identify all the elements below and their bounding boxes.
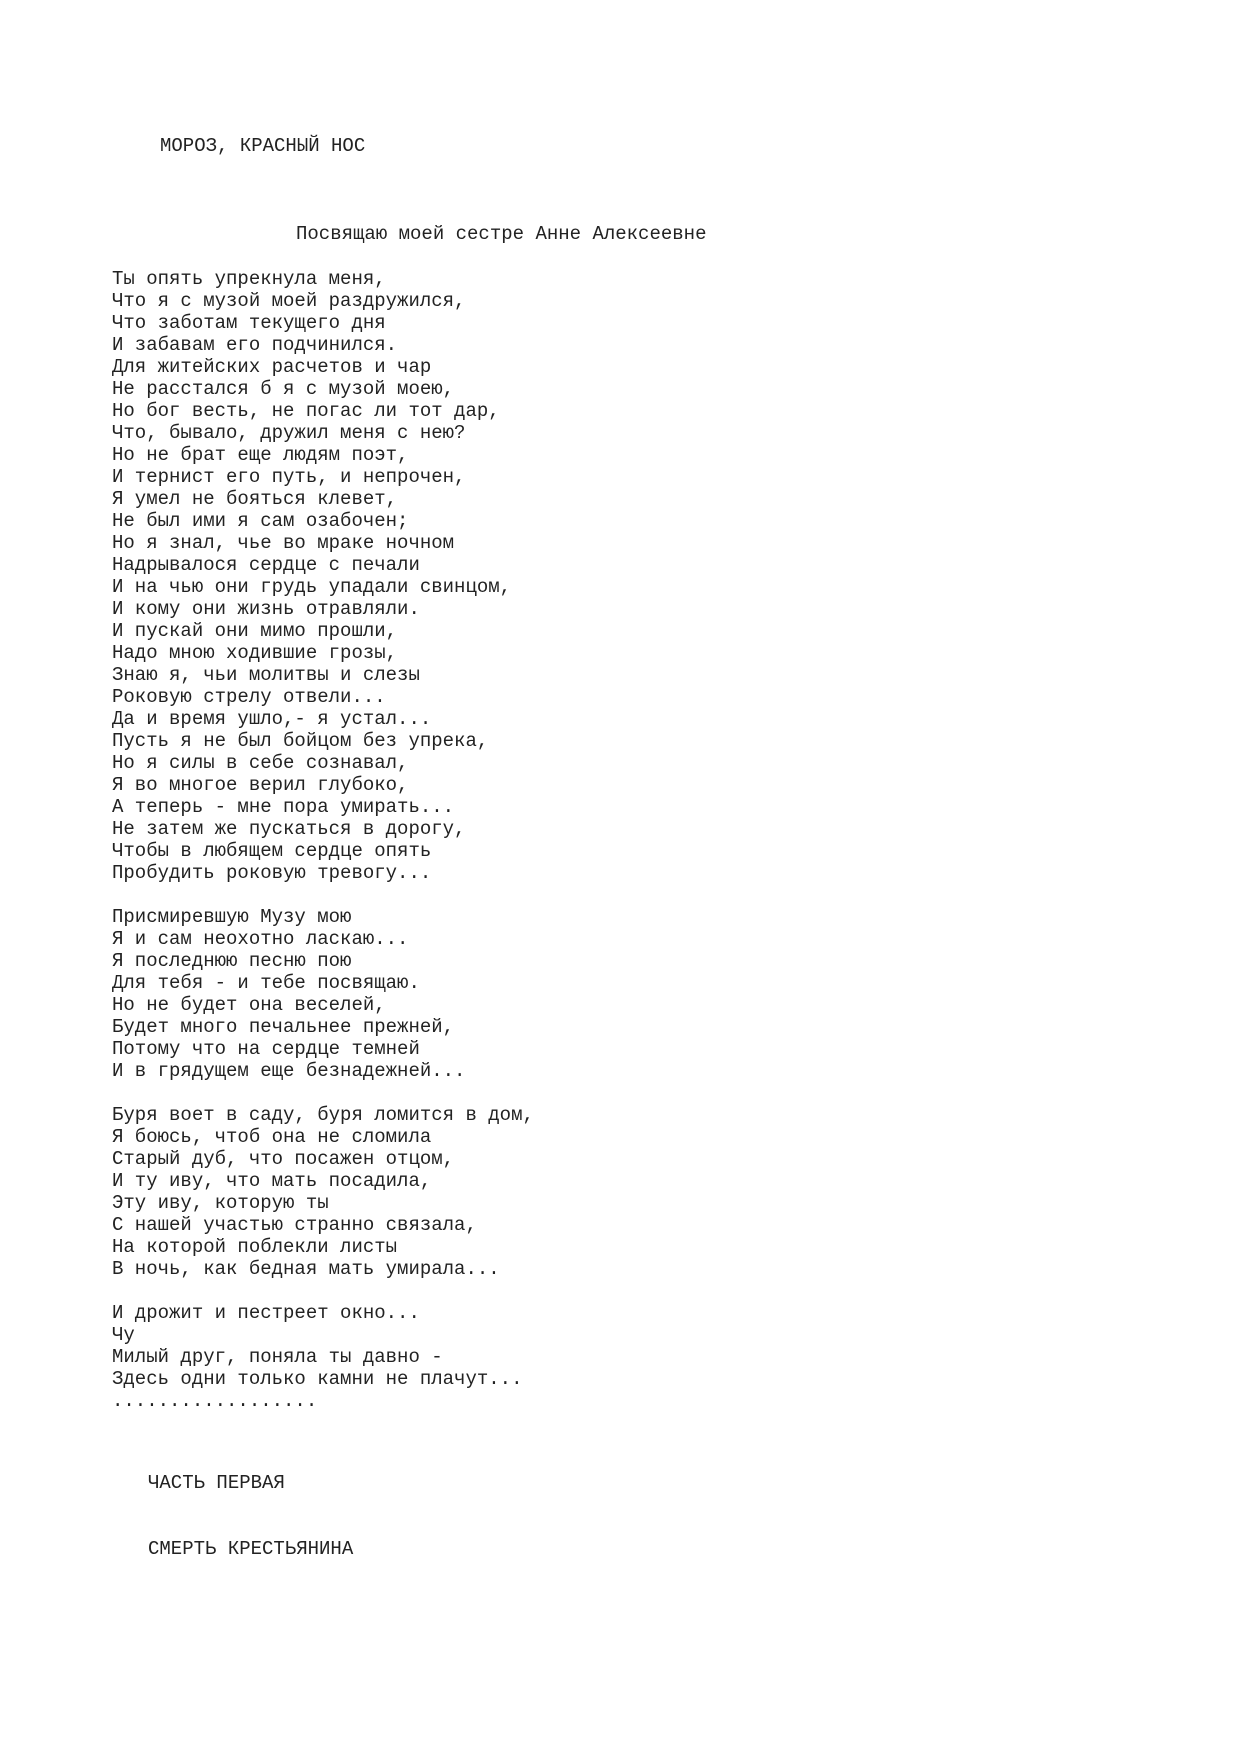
- poem-line: И дрожит и пестреет окно...: [112, 1302, 420, 1324]
- poem-line: И в грядущем еще безнадежней...: [112, 1060, 466, 1082]
- poem-line: Эту иву, которую ты: [112, 1192, 329, 1214]
- dedication: Посвящаю моей сестре Анне Алексеевне: [296, 223, 707, 245]
- poem-line: Не затем же пускаться в дорогу,: [112, 818, 466, 840]
- poem-line: Я во многое верил глубоко,: [112, 774, 409, 796]
- stanza: [112, 268, 534, 884]
- chapter-heading: СМЕРТЬ КРЕСТЬЯНИНА: [148, 1538, 354, 1560]
- poem-line: Ты опять упрекнула меня,: [112, 268, 386, 290]
- poem-line: Что, бывало, дружил меня с нею?: [112, 422, 466, 444]
- stanza: [112, 906, 534, 1082]
- poem-line: Я умел не бояться клевет,: [112, 488, 398, 510]
- poem-line: Роковую стрелу отвели...: [112, 686, 386, 708]
- poem-line: Я и сам неохотно ласкаю...: [112, 928, 409, 950]
- part-heading: ЧАСТЬ ПЕРВАЯ: [148, 1472, 285, 1494]
- poem-line: Надо мною ходившие грозы,: [112, 642, 398, 664]
- poem-line: Надрывалося сердце с печали: [112, 554, 420, 576]
- poem-line: Для тебя - и тебе посвящаю.: [112, 972, 420, 994]
- poem-line: И ту иву, что мать посадила,: [112, 1170, 432, 1192]
- poem-line: Будет много печальнее прежней,: [112, 1016, 455, 1038]
- poem-line: И забавам его подчинился.: [112, 334, 398, 356]
- poem-line: Для житейских расчетов и чар: [112, 356, 432, 378]
- poem-title: МОРОЗ, КРАСНЫЙ НОС: [160, 135, 366, 157]
- poem-line: С нашей участью странно связала,: [112, 1214, 477, 1236]
- poem-line: Что заботам текущего дня: [112, 312, 386, 334]
- poem-line: Но не брат еще людям поэт,: [112, 444, 409, 466]
- poem-line: И пускай они мимо прошли,: [112, 620, 398, 642]
- poem-line: Не расстался б я с музой моею,: [112, 378, 455, 400]
- poem-line: Старый дуб, что посажен отцом,: [112, 1148, 455, 1170]
- poem-line: Но не будет она веселей,: [112, 994, 386, 1016]
- poem-line: Я боюсь, чтоб она не сломила: [112, 1126, 432, 1148]
- poem-line: И кому они жизнь отравляли.: [112, 598, 420, 620]
- poem-line: Милый друг, поняла ты давно -: [112, 1346, 443, 1368]
- poem-line: Потому что на сердце темней: [112, 1038, 420, 1060]
- stanza: [112, 1104, 534, 1280]
- poem-line: На которой поблекли листы: [112, 1236, 398, 1258]
- poem-line: Пробудить роковую тревогу...: [112, 862, 432, 884]
- poem-line: А теперь - мне пора умирать...: [112, 796, 455, 818]
- poem-line: Пусть я не был бойцом без упрека,: [112, 730, 489, 752]
- poem-line: И тернист его путь, и непрочен,: [112, 466, 466, 488]
- poem-line: Да и время ушло,- я устал...: [112, 708, 432, 730]
- poem-line: Буря воет в саду, буря ломится в дом,: [112, 1104, 534, 1126]
- poem-line: Не был ими я сам озабочен;: [112, 510, 409, 532]
- poem-line: Присмиревшую Музу мою: [112, 906, 352, 928]
- poem-line: Что я с музой моей раздружился,: [112, 290, 466, 312]
- poem-line: ..................: [112, 1390, 318, 1412]
- poem-line: Чу: [112, 1324, 135, 1346]
- poem-line: И на чью они грудь упадали свинцом,: [112, 576, 512, 598]
- poem-line: Знаю я, чьи молитвы и слезы: [112, 664, 420, 686]
- poem-line: Я последнюю песню пою: [112, 950, 352, 972]
- poem-line: Но бог весть, не погас ли тот дар,: [112, 400, 500, 422]
- poem-line: В ночь, как бедная мать умирала...: [112, 1258, 500, 1280]
- poem-line: Но я знал, чье во мраке ночном: [112, 532, 455, 554]
- poem-line: Здесь одни только камни не плачут...: [112, 1368, 523, 1390]
- poem-line: Чтобы в любящем сердце опять: [112, 840, 432, 862]
- poem-line: Но я силы в себе сознавал,: [112, 752, 409, 774]
- poem-body: [112, 268, 534, 1434]
- stanza: [112, 1302, 534, 1412]
